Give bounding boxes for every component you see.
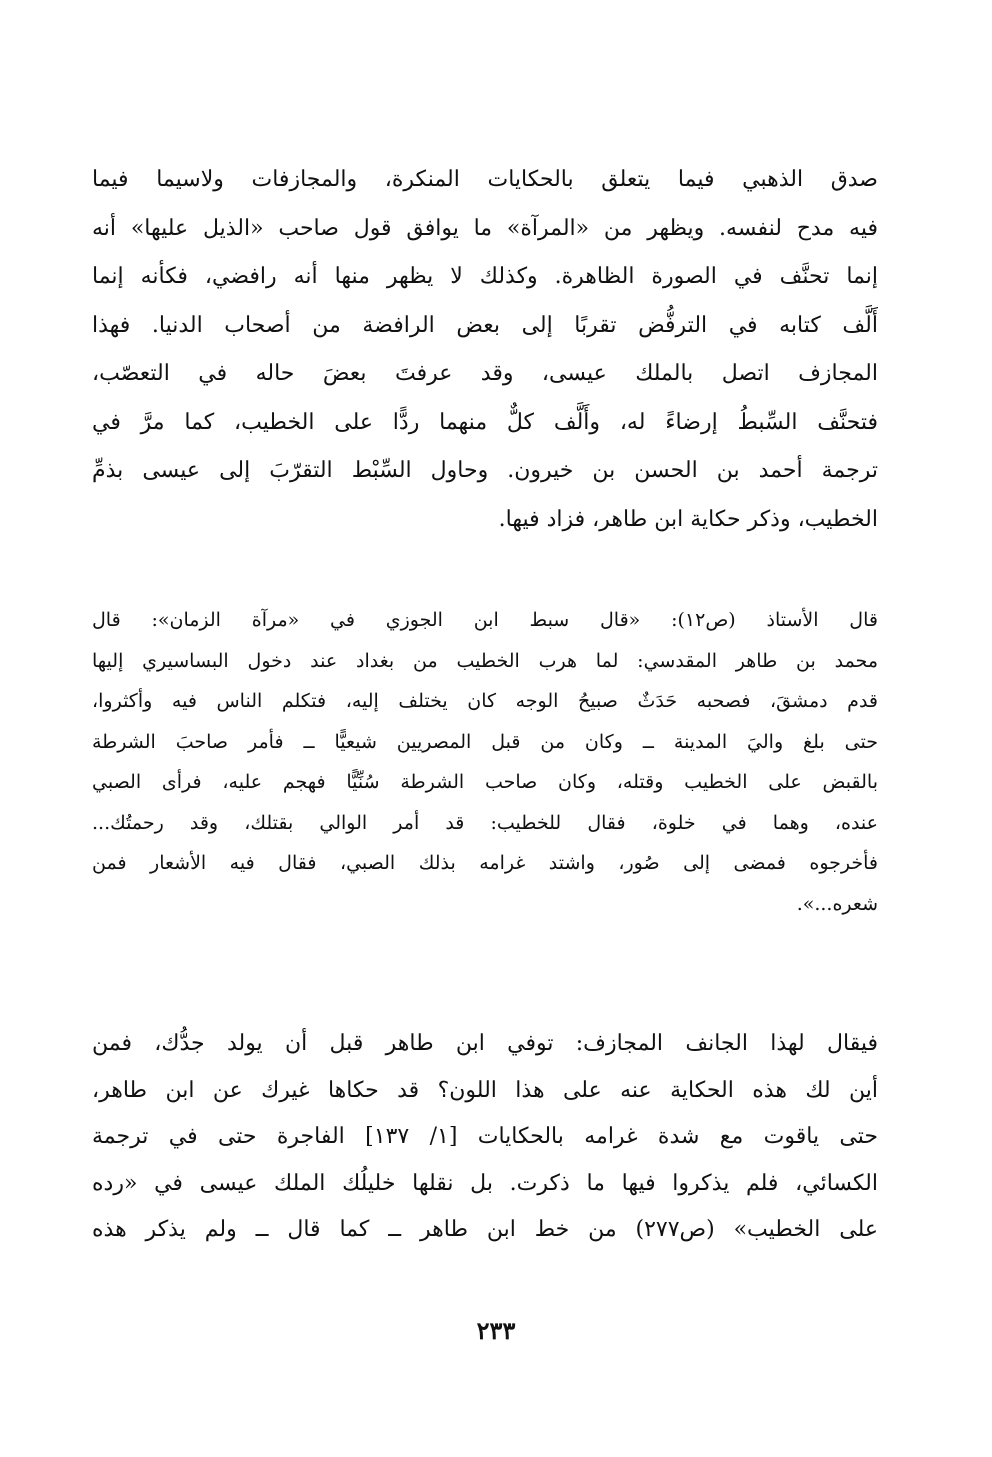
paragraph-3	[92, 1021, 878, 1254]
paragraph-line: على الخطيب» (ص٢٧٧) من خط ابن طاهر ــ كما قال ــ ولم يذكر هذه	[92, 1217, 878, 1242]
quotation-line: قال الأستاذ (ص١٢): «قال سبط ابن الجوزي في «مرآة الزمان»: قال	[92, 609, 878, 631]
paragraph-line: أَلَّف كتابه في الترفُّض تقربًا إلى بعض الرافضة من أصحاب الدنيا. فهذا	[92, 312, 878, 338]
paragraph-line: الكسائي، فلم يذكروا فيها ما ذكرت. بل نقلها خليلُك الملك عيسى في «رده	[92, 1170, 878, 1196]
paragraph-line: المجازف اتصل بالملك عيسى، وقد عرفتَ بعضَ حاله في التعصّب،	[92, 361, 878, 386]
paragraph-line: صدق الذهبي فيما يتعلق بالحكايات المنكرة، والمجازفات ولاسيما فيما	[92, 167, 878, 192]
quotation-line: محمد بن طاهر المقدسي: لما هرب الخطيب من بغداد عند دخول البساسيري إليها	[92, 649, 878, 672]
paragraph-1	[92, 156, 878, 544]
paragraph-line: أين لك هذه الحكاية عنه على هذا اللون؟ قد حكاها غيرك عن ابن طاهر،	[92, 1077, 878, 1103]
quotation-line: عنده، وهما في خلوة، فقال للخطيب: قد أمر الوالي بقتلك، وقد رحمتُك...	[92, 811, 878, 834]
quotation-line: قدم دمشقَ، فصحبه حَدَثٌ صبيحُ الوجه كان يختلف إليه، فتكلم الناس فيه وأكثروا،	[92, 690, 878, 712]
paragraph-line: فتحنَّف السِّبطُ إرضاءً له، وأَلَّف كلٌّ منهما ردًّا على الخطيب، كما مرَّ في	[92, 409, 878, 435]
paragraph-line: إنما تحنَّف في الصورة الظاهرة. وكذلك لا يظهر منها أنه رافضي، فكأنه إنما	[92, 264, 878, 289]
paragraph-line: ترجمة أحمد بن الحسن بن خيرون. وحاول السِّبْط التقرّبَ إلى عيسى بذمِّ	[92, 458, 878, 483]
quotation-line: شعره...».	[796, 892, 878, 915]
quotation-line: فأخرجوه فمضى إلى صُور، واشتد غرامه بذلك الصبي، فقال فيه الأشعار فمن	[92, 852, 878, 874]
page-number: ٢٣٣	[476, 1316, 516, 1345]
paragraph-line: الخطيب، وذكر حكاية ابن طاهر، فزاد فيها.	[498, 506, 878, 532]
paragraph-line: فيه مدح لنفسه. ويظهر من «المرآة» ما يوافق قول صاحب «الذيل عليها» أنه	[92, 215, 878, 241]
paragraph-line: حتى ياقوت مع شدة غرامه بالحكايات [١/ ١٣٧] الفاجرة حتى في ترجمة	[92, 1124, 878, 1149]
paragraph-line: فيقال لهذا الجانف المجازف: توفي ابن طاهر قبل أن يولد جدُّك، فمن	[92, 1031, 878, 1056]
quotation-paragraph	[92, 600, 878, 924]
quotation-line: بالقبض على الخطيب وقتله، وكان صاحب الشرطة سُنِّيًّا فهجم عليه، فرأى الصبي	[92, 771, 878, 793]
quotation-line: حتى بلغ واليَ المدينة ــ وكان من قبل المصريين شيعيًّا ــ فأمر صاحبَ الشرطة	[92, 730, 878, 753]
